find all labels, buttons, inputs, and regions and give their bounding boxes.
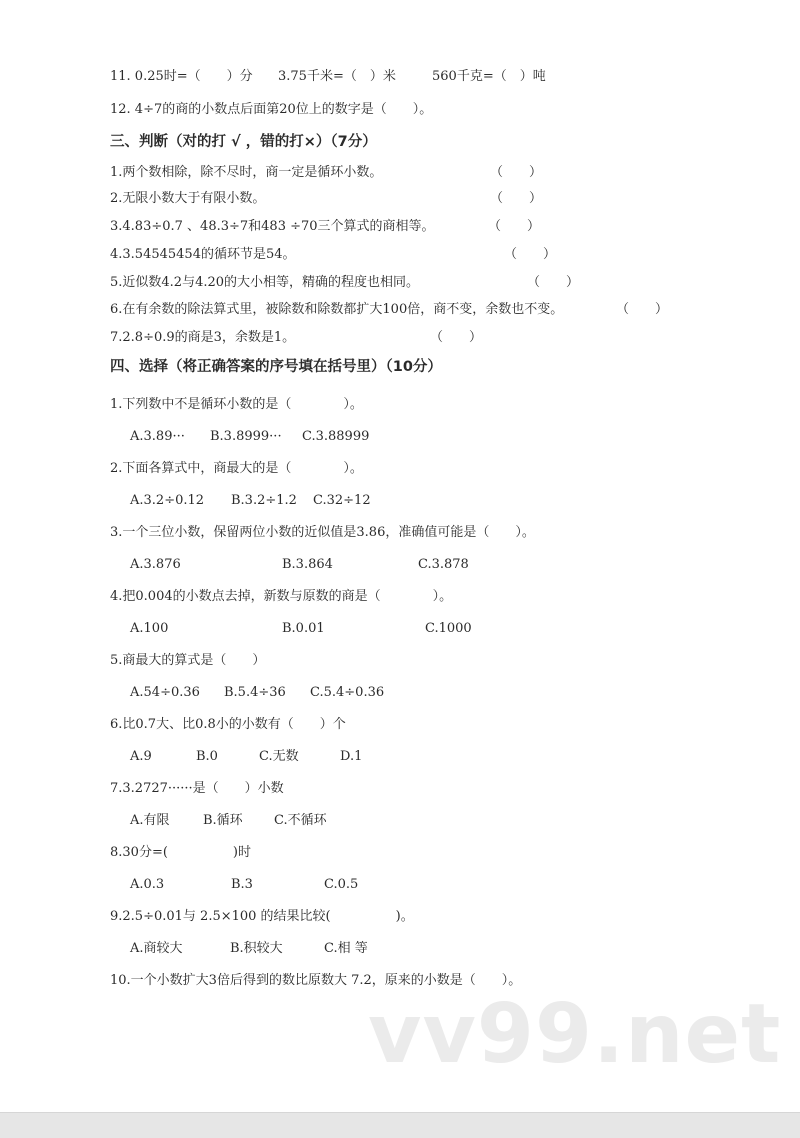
choice-4-option-a: A.100 — [130, 621, 169, 636]
choice-question-2: 2.下面各算式中，商最大的是（ ）。 — [110, 461, 363, 476]
choice-question-9: 9.2.5÷0.01与 2.5×100 的结果比较( )。 — [110, 909, 414, 924]
judge-item-7: 7.2.8÷0.9的商是3，余数是1。 — [110, 330, 296, 345]
choice-5-option-b: B.5.4÷36 — [224, 685, 286, 700]
choice-1-option-c: C.3.88999 — [302, 429, 370, 444]
viewer-bottom-bar — [0, 1112, 800, 1138]
choice-5-option-c: C.5.4÷0.36 — [310, 685, 385, 700]
judge-bracket-4: （ ） — [504, 247, 557, 262]
choice-2-option-c: C.32÷12 — [313, 493, 371, 508]
watermark: vv99.net — [368, 987, 782, 1082]
choice-9-option-b: B.积较大 — [230, 941, 283, 956]
choice-3-option-a: A.3.876 — [130, 557, 181, 572]
choice-question-5: 5.商最大的算式是（ ） — [110, 653, 266, 668]
judge-item-1: 1.两个数相除，除不尽时，商一定是循环小数。 — [110, 165, 383, 180]
choice-question-1: 1.下列数中不是循环小数的是（ ）。 — [110, 397, 363, 412]
judge-bracket-1: （ ） — [490, 165, 543, 180]
choice-2-option-a: A.3.2÷0.12 — [130, 493, 205, 508]
choice-9-option-a: A.商较大 — [130, 941, 183, 956]
choice-2-option-b: B.3.2÷1.2 — [231, 493, 297, 508]
section-3-title: 三、判断（对的打 √ ，错的打×）（7分） — [110, 134, 377, 150]
choice-3-option-b: B.3.864 — [282, 557, 333, 572]
choice-7-option-a: A.有限 — [130, 813, 170, 828]
choice-1-option-a: A.3.89··· — [130, 429, 185, 444]
judge-item-6: 6.在有余数的除法算式里，被除数和除数都扩大100倍，商不变，余数也不变。 — [110, 302, 564, 317]
choice-3-option-c: C.3.878 — [418, 557, 469, 572]
choice-6-option-b: B.0 — [196, 749, 218, 764]
choice-4-option-b: B.0.01 — [282, 621, 325, 636]
choice-7-option-c: C.不循环 — [274, 813, 327, 828]
judge-bracket-7: （ ） — [430, 330, 483, 345]
judge-bracket-5: （ ） — [527, 275, 580, 290]
question-11-part3: 560千克=（ ）吨 — [432, 69, 546, 84]
choice-6-option-c: C.无数 — [259, 749, 299, 764]
judge-item-3: 3.4.83÷0.7 、48.3÷7和483 ÷70三个算式的商相等。 — [110, 219, 435, 234]
choice-question-10: 10.一个小数扩大3倍后得到的数比原数大 7.2，原来的小数是（ ）。 — [110, 973, 522, 988]
judge-bracket-2: （ ） — [490, 191, 543, 206]
choice-8-option-b: B.3 — [231, 877, 253, 892]
question-11-part1: 11. 0.25时=（ ）分 — [110, 69, 253, 84]
choice-6-option-d: D.1 — [340, 749, 363, 764]
judge-item-5: 5.近似数4.2与4.20的大小相等，精确的程度也相同。 — [110, 275, 420, 290]
choice-5-option-a: A.54÷0.36 — [130, 685, 200, 700]
judge-bracket-3: （ ） — [488, 219, 541, 234]
judge-item-4: 4.3.54545454的循环节是54。 — [110, 247, 296, 262]
judge-item-2: 2.无限小数大于有限小数。 — [110, 191, 266, 206]
choice-question-8: 8.30分=( )时 — [110, 845, 251, 860]
choice-8-option-c: C.0.5 — [324, 877, 359, 892]
choice-question-4: 4.把0.004的小数点去掉，新数与原数的商是（ ）。 — [110, 589, 453, 604]
choice-6-option-a: A.9 — [130, 749, 152, 764]
choice-7-option-b: B.循环 — [203, 813, 243, 828]
choice-question-3: 3.一个三位小数，保留两位小数的近似值是3.86，准确值可能是（ ）。 — [110, 525, 535, 540]
choice-9-option-c: C.相 等 — [324, 941, 368, 956]
judge-bracket-6: （ ） — [616, 302, 669, 317]
question-11-part2: 3.75千米=（ ）米 — [278, 69, 396, 84]
choice-1-option-b: B.3.8999··· — [210, 429, 282, 444]
choice-8-option-a: A.0.3 — [130, 877, 165, 892]
question-12: 12. 4÷7的商的小数点后面第20位上的数字是（ ）。 — [110, 102, 433, 117]
choice-question-7: 7.3.2727······是（ ）小数 — [110, 781, 284, 796]
choice-question-6: 6.比0.7大、比0.8小的小数有（ ）个 — [110, 717, 346, 732]
choice-4-option-c: C.1000 — [425, 621, 472, 636]
section-4-title: 四、选择（将正确答案的序号填在括号里）（10分） — [110, 359, 442, 375]
